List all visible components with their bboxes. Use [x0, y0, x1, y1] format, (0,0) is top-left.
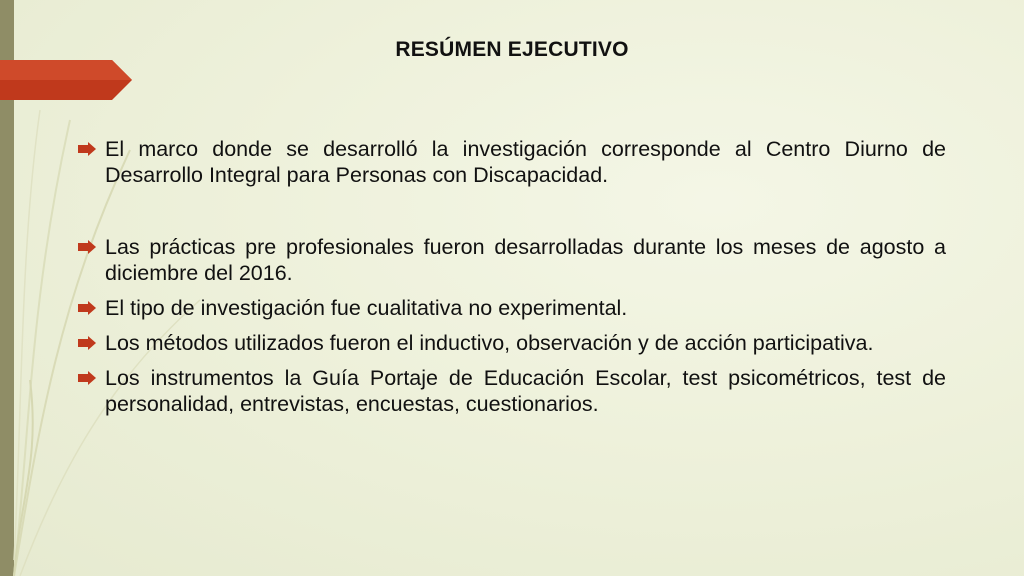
arrow-right-icon	[78, 336, 96, 350]
list-item	[78, 295, 946, 321]
list-item	[78, 136, 946, 188]
bullet-text: El marco donde se desarrolló la investigación corresponde al Centro Diurno de Desarrollo Integral para Personas con Discapacidad.	[105, 137, 946, 187]
bullet-list	[78, 136, 946, 417]
list-item	[78, 234, 946, 286]
bullet-text: Las prácticas pre profesionales fueron desarrolladas durante los meses de agosto a diciembre del 2016.	[105, 235, 946, 285]
arrow-right-icon	[78, 240, 96, 254]
list-item	[78, 365, 946, 417]
title-accent-tab	[0, 60, 132, 100]
bullet-text: Los instrumentos la Guía Portaje de Educación Escolar, test psicométricos, test de personalidad, entrevistas, encuestas, cuestionarios.	[105, 366, 946, 416]
slide-title: RESÚMEN EJECUTIVO	[395, 38, 629, 61]
arrow-right-icon	[78, 142, 96, 156]
arrow-right-icon	[78, 371, 96, 385]
arrow-right-icon	[78, 301, 96, 315]
bullet-text: Los métodos utilizados fueron el inductivo, observación y de acción participativa.	[105, 331, 874, 355]
list-item	[78, 330, 946, 356]
bullet-text: El tipo de investigación fue cualitativa no experimental.	[105, 296, 628, 320]
